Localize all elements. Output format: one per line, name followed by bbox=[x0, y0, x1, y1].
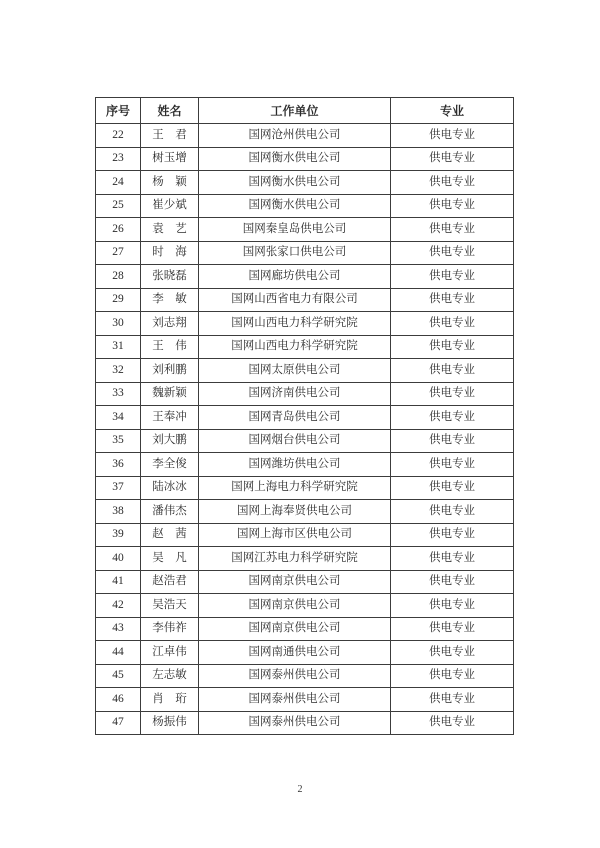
cell-major: 供电专业 bbox=[391, 664, 514, 688]
cell-name: 吴 凡 bbox=[141, 547, 199, 571]
table-row bbox=[96, 382, 514, 406]
table-row bbox=[96, 476, 514, 500]
cell-major: 供电专业 bbox=[391, 359, 514, 383]
cell-name: 刘大鹏 bbox=[141, 429, 199, 453]
cell-major: 供电专业 bbox=[391, 171, 514, 195]
table-row bbox=[96, 335, 514, 359]
cell-no: 24 bbox=[96, 171, 141, 195]
table-row bbox=[96, 641, 514, 665]
cell-major: 供电专业 bbox=[391, 406, 514, 430]
cell-unit: 国网山西省电力有限公司 bbox=[199, 288, 391, 312]
table-row bbox=[96, 594, 514, 618]
cell-unit: 国网江苏电力科学研究院 bbox=[199, 547, 391, 571]
column-header-no: 序号 bbox=[96, 98, 141, 124]
cell-major: 供电专业 bbox=[391, 476, 514, 500]
cell-no: 41 bbox=[96, 570, 141, 594]
cell-no: 46 bbox=[96, 688, 141, 712]
cell-no: 25 bbox=[96, 194, 141, 218]
cell-no: 32 bbox=[96, 359, 141, 383]
cell-name: 王 伟 bbox=[141, 335, 199, 359]
cell-major: 供电专业 bbox=[391, 500, 514, 524]
table-row bbox=[96, 171, 514, 195]
table-row bbox=[96, 312, 514, 336]
cell-unit: 国网秦皇岛供电公司 bbox=[199, 218, 391, 242]
cell-no: 31 bbox=[96, 335, 141, 359]
cell-name: 刘利鹏 bbox=[141, 359, 199, 383]
cell-name: 吴浩天 bbox=[141, 594, 199, 618]
cell-name: 张晓磊 bbox=[141, 265, 199, 289]
cell-no: 42 bbox=[96, 594, 141, 618]
cell-unit: 国网泰州供电公司 bbox=[199, 711, 391, 735]
cell-no: 37 bbox=[96, 476, 141, 500]
table-row bbox=[96, 547, 514, 571]
cell-unit: 国网上海市区供电公司 bbox=[199, 523, 391, 547]
cell-unit: 国网廊坊供电公司 bbox=[199, 265, 391, 289]
cell-major: 供电专业 bbox=[391, 382, 514, 406]
cell-unit: 国网南京供电公司 bbox=[199, 570, 391, 594]
cell-no: 27 bbox=[96, 241, 141, 265]
table-row bbox=[96, 617, 514, 641]
cell-name: 王 君 bbox=[141, 124, 199, 148]
table-row bbox=[96, 265, 514, 289]
cell-major: 供电专业 bbox=[391, 218, 514, 242]
cell-no: 28 bbox=[96, 265, 141, 289]
cell-unit: 国网山西电力科学研究院 bbox=[199, 312, 391, 336]
table-row bbox=[96, 523, 514, 547]
table-row bbox=[96, 124, 514, 148]
cell-no: 43 bbox=[96, 617, 141, 641]
table-row bbox=[96, 147, 514, 171]
cell-name: 李伟祚 bbox=[141, 617, 199, 641]
cell-major: 供电专业 bbox=[391, 570, 514, 594]
cell-unit: 国网泰州供电公司 bbox=[199, 664, 391, 688]
cell-major: 供电专业 bbox=[391, 429, 514, 453]
cell-no: 22 bbox=[96, 124, 141, 148]
cell-no: 26 bbox=[96, 218, 141, 242]
cell-no: 38 bbox=[96, 500, 141, 524]
cell-unit: 国网太原供电公司 bbox=[199, 359, 391, 383]
table-row bbox=[96, 570, 514, 594]
cell-unit: 国网张家口供电公司 bbox=[199, 241, 391, 265]
cell-major: 供电专业 bbox=[391, 523, 514, 547]
cell-unit: 国网衡水供电公司 bbox=[199, 171, 391, 195]
cell-no: 47 bbox=[96, 711, 141, 735]
cell-no: 23 bbox=[96, 147, 141, 171]
cell-unit: 国网衡水供电公司 bbox=[199, 147, 391, 171]
cell-unit: 国网衡水供电公司 bbox=[199, 194, 391, 218]
cell-name: 李全俊 bbox=[141, 453, 199, 477]
cell-major: 供电专业 bbox=[391, 453, 514, 477]
cell-major: 供电专业 bbox=[391, 594, 514, 618]
cell-name: 王奉冲 bbox=[141, 406, 199, 430]
cell-name: 袁 艺 bbox=[141, 218, 199, 242]
cell-name: 李 敏 bbox=[141, 288, 199, 312]
cell-name: 陆冰冰 bbox=[141, 476, 199, 500]
table-row bbox=[96, 688, 514, 712]
cell-unit: 国网南京供电公司 bbox=[199, 617, 391, 641]
table-row bbox=[96, 218, 514, 242]
table-row bbox=[96, 500, 514, 524]
table-row bbox=[96, 359, 514, 383]
cell-major: 供电专业 bbox=[391, 688, 514, 712]
table-row bbox=[96, 288, 514, 312]
cell-name: 左志敏 bbox=[141, 664, 199, 688]
cell-major: 供电专业 bbox=[391, 617, 514, 641]
cell-name: 赵 茜 bbox=[141, 523, 199, 547]
cell-unit: 国网泰州供电公司 bbox=[199, 688, 391, 712]
cell-name: 肖 珩 bbox=[141, 688, 199, 712]
cell-major: 供电专业 bbox=[391, 547, 514, 571]
cell-no: 33 bbox=[96, 382, 141, 406]
cell-unit: 国网烟台供电公司 bbox=[199, 429, 391, 453]
cell-name: 树玉增 bbox=[141, 147, 199, 171]
cell-unit: 国网山西电力科学研究院 bbox=[199, 335, 391, 359]
cell-major: 供电专业 bbox=[391, 312, 514, 336]
table-row bbox=[96, 429, 514, 453]
column-header-major: 专业 bbox=[391, 98, 514, 124]
column-header-name: 姓名 bbox=[141, 98, 199, 124]
cell-unit: 国网南通供电公司 bbox=[199, 641, 391, 665]
cell-unit: 国网上海电力科学研究院 bbox=[199, 476, 391, 500]
cell-no: 35 bbox=[96, 429, 141, 453]
column-header-unit: 工作单位 bbox=[199, 98, 391, 124]
cell-name: 刘志翔 bbox=[141, 312, 199, 336]
table-row bbox=[96, 194, 514, 218]
table-header-row bbox=[96, 98, 514, 124]
cell-no: 30 bbox=[96, 312, 141, 336]
cell-major: 供电专业 bbox=[391, 194, 514, 218]
cell-unit: 国网南京供电公司 bbox=[199, 594, 391, 618]
cell-major: 供电专业 bbox=[391, 711, 514, 735]
cell-major: 供电专业 bbox=[391, 288, 514, 312]
cell-no: 29 bbox=[96, 288, 141, 312]
cell-major: 供电专业 bbox=[391, 241, 514, 265]
cell-name: 赵浩君 bbox=[141, 570, 199, 594]
cell-name: 崔少斌 bbox=[141, 194, 199, 218]
cell-unit: 国网济南供电公司 bbox=[199, 382, 391, 406]
cell-unit: 国网沧州供电公司 bbox=[199, 124, 391, 148]
table-row bbox=[96, 711, 514, 735]
cell-no: 34 bbox=[96, 406, 141, 430]
cell-unit: 国网潍坊供电公司 bbox=[199, 453, 391, 477]
roster-table bbox=[95, 97, 514, 735]
cell-major: 供电专业 bbox=[391, 124, 514, 148]
cell-major: 供电专业 bbox=[391, 147, 514, 171]
cell-no: 36 bbox=[96, 453, 141, 477]
cell-major: 供电专业 bbox=[391, 335, 514, 359]
table-row bbox=[96, 406, 514, 430]
page-number: 2 bbox=[297, 784, 303, 795]
cell-name: 杨振伟 bbox=[141, 711, 199, 735]
cell-major: 供电专业 bbox=[391, 265, 514, 289]
cell-name: 潘伟杰 bbox=[141, 500, 199, 524]
cell-name: 时 海 bbox=[141, 241, 199, 265]
cell-no: 40 bbox=[96, 547, 141, 571]
cell-unit: 国网上海奉贤供电公司 bbox=[199, 500, 391, 524]
table-body bbox=[96, 124, 514, 735]
table-row bbox=[96, 241, 514, 265]
cell-no: 45 bbox=[96, 664, 141, 688]
cell-unit: 国网青岛供电公司 bbox=[199, 406, 391, 430]
cell-name: 杨 颖 bbox=[141, 171, 199, 195]
cell-name: 江卓伟 bbox=[141, 641, 199, 665]
cell-name: 魏新颖 bbox=[141, 382, 199, 406]
table-row bbox=[96, 453, 514, 477]
cell-major: 供电专业 bbox=[391, 641, 514, 665]
cell-no: 44 bbox=[96, 641, 141, 665]
cell-no: 39 bbox=[96, 523, 141, 547]
table-row bbox=[96, 664, 514, 688]
